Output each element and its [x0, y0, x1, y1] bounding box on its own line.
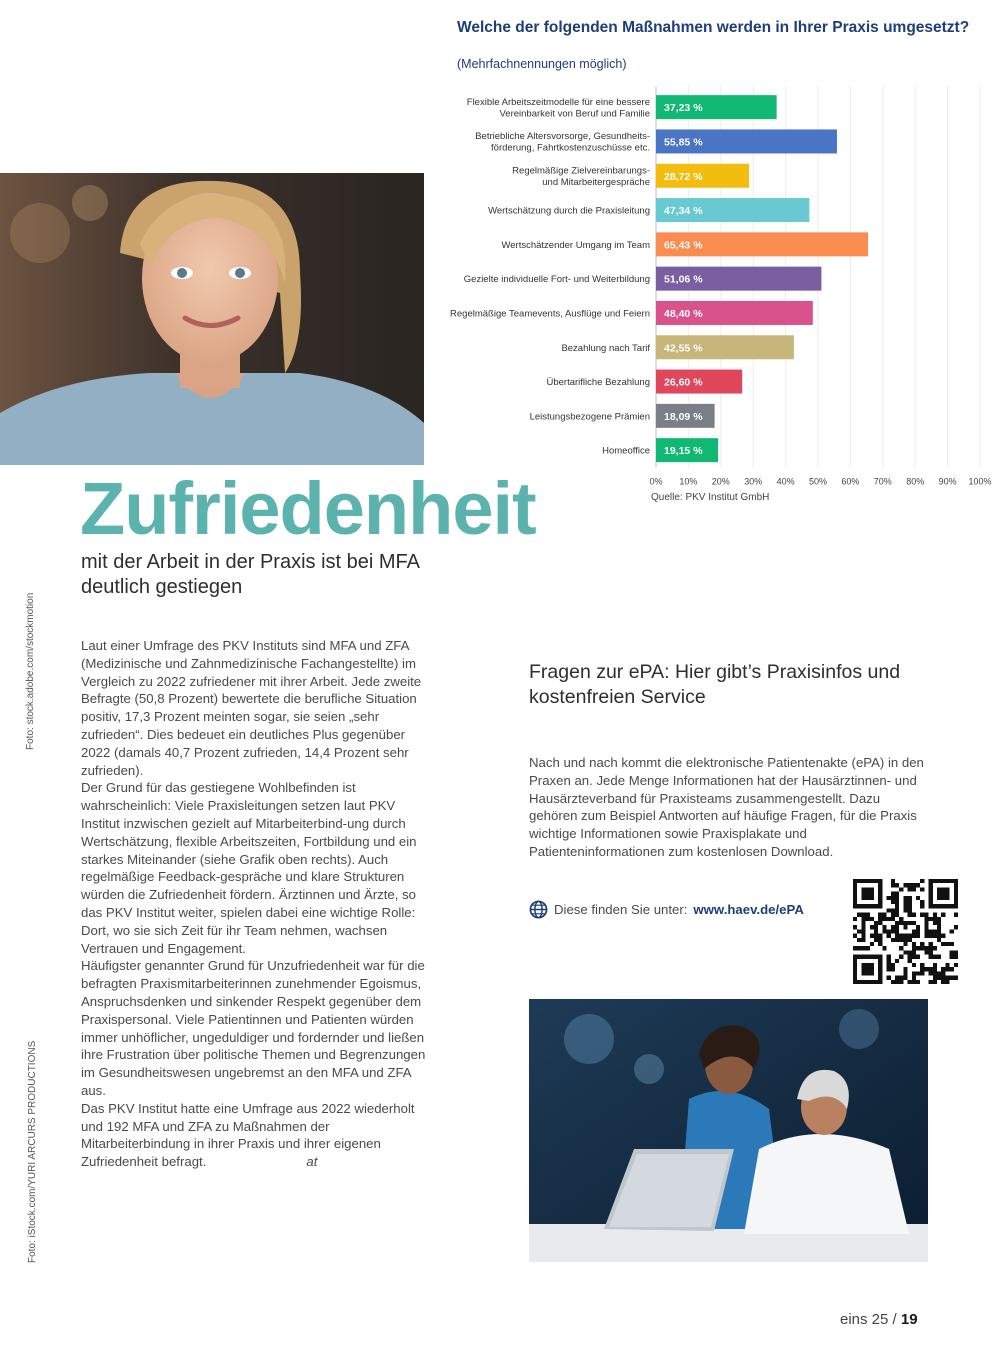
headline: Zufriedenheit — [80, 467, 536, 550]
category-label-line: Wertschätzender Umgang im Team — [501, 239, 650, 251]
x-tick-label: 20% — [711, 476, 730, 487]
photo-medical-team — [529, 999, 928, 1262]
x-tick-label: 0% — [649, 476, 663, 487]
bar-value-label: 47,34 % — [664, 205, 703, 218]
x-tick-label: 50% — [808, 476, 828, 487]
photo-credit-stockmotion: Foto: stock.adobe.com/stockmotion — [25, 592, 36, 750]
category-label-line: Gezielte individuelle Fort- und Weiterbildung — [463, 274, 650, 286]
epa-link[interactable]: www.haev.de/ePA — [693, 902, 804, 917]
chart-source: Quelle: PKV Institut GmbH — [651, 492, 770, 503]
page-footer — [840, 1311, 918, 1328]
x-tick-label: 70% — [873, 476, 892, 487]
photo-smiling-woman — [0, 173, 424, 465]
epa-link-row — [529, 900, 804, 919]
x-tick-label: 10% — [679, 476, 698, 487]
category-label — [561, 343, 650, 354]
photo-credit-yuri-arcurs: Foto: iStock.com/YURI ARCURS PRODUCTIONS — [27, 1040, 38, 1263]
bar-value-label: 26,60 % — [664, 376, 703, 389]
chart-subtitle: (Mehrfachnennungen möglich) — [457, 57, 627, 71]
category-label — [467, 97, 650, 120]
issue-label: eins 25 / — [840, 1311, 897, 1328]
bar-value-label: 65,43 % — [664, 239, 703, 252]
category-label-line: förderung, Fahrtkostenzuschüsse etc. — [491, 142, 650, 154]
epa-heading: Fragen zur ePA: Hier gibt’s Praxisinfos und kostenfreien Service — [529, 661, 901, 708]
category-label — [475, 131, 650, 154]
category-label-line: Flexible Arbeitszeitmodelle für eine bessere — [466, 96, 650, 108]
chart-title: Welche der folgenden Maßnahmen werden in Ihrer Praxis umgesetzt? — [457, 19, 970, 36]
article-paragraph: Der Grund für das gestiegene Wohlbefinden ist wahrscheinlich: Viele Praxisleitungen setzen laut PKV Institut inzwischen gezielt auf Mitarbeiterbind-ung durch Wertschätzung, flexible Arbeitszeiten, Fortbildung und ein starkes Miteinander (siehe Grafik oben rechts). Auch regelmäßige Feedback-gespräche und klare Strukturen würden die Zufriedenheit fördern. Ärztinnen und Ärzte, so das PKV Institut weiter, spielen dabei eine wichtige Rolle: Dort, wo sie sich Zeit für ihr Team nehmen, wachsen Vertrauen und Engagement. — [81, 780, 417, 956]
category-label-line: Regelmäßige Teamevents, Ausflüge und Feiern — [450, 308, 650, 320]
page-number: 19 — [900, 1311, 918, 1328]
author-signature: at — [306, 1154, 318, 1170]
category-label-line: Regelmäßige Zielvereinbarungs- — [512, 165, 650, 177]
bar-value-label: 37,23 % — [664, 102, 703, 115]
category-label — [464, 274, 650, 285]
article-paragraph — [81, 1100, 426, 1171]
category-label — [512, 166, 650, 189]
x-tick-label: 40% — [776, 476, 795, 487]
bar-value-label: 55,85 % — [664, 136, 703, 149]
category-label-line: und Mitarbeitergespräche — [542, 177, 650, 188]
category-label-line: Wertschätzung durch die Praxisleitung — [488, 205, 650, 217]
category-label — [488, 206, 650, 217]
bar-chart — [430, 80, 1000, 490]
globe-icon — [529, 900, 548, 919]
subheadline: mit der Arbeit in der Praxis ist bei MFA deutlich gestiegen — [81, 551, 419, 598]
category-label — [530, 411, 650, 422]
category-label-line: Homeoffice — [602, 445, 650, 457]
category-label-line: Leistungsbezogene Prämien — [529, 411, 650, 423]
category-label — [546, 377, 650, 388]
epa-link-prefix: Diese finden Sie unter: — [554, 902, 688, 917]
x-tick-label: 90% — [938, 476, 957, 487]
bar-value-label: 28,72 % — [664, 170, 703, 183]
qr-code[interactable] — [853, 879, 958, 984]
x-tick-label: 30% — [744, 476, 763, 487]
article-paragraph-text: Das PKV Institut hatte eine Umfrage aus 2022 wiederholt und 192 MFA und ZFA zu Maßnahmen der Mitarbeiterbindung in ihrer Praxis und ihrer eigenen Zufriedenheit befragt. — [81, 1100, 415, 1170]
article-paragraph: Laut einer Umfrage des PKV Instituts sind MFA und ZFA (Medizinische und Zahnmedizinische Fachangestellte) im Vergleich zu 2022 zufriedener mit ihrer Arbeit. Jede zweite Befragte (50,8 Prozent) bewertete die berufliche Situation positiv, 17,3 Prozent meinten sogar, sie seien „sehr zufrieden“. Dies bedeuet ein deutliches Plus gegenüber 2022 (damals 40,7 Prozent zufrieden, 14,4 Prozent sehr zufrieden). — [81, 638, 422, 778]
category-label-line: Betriebliche Altersvorsorge, Gesundheits- — [475, 131, 650, 143]
category-label — [602, 446, 650, 457]
epa-text: Nach und nach kommt die elektronische Patientenakte (ePA) in den Praxen an. Jede Menge Informationen hat der Hausärztinnen- und Hausärzteverband für Praxisteams zusammengestellt. Dazu gehören zum Beispiel Antworten auf häufige Fragen, für die Praxis wichtige Informationen sowie Praxisplakate und Patienteninformationen zum kostenlosen Download. — [529, 755, 924, 859]
category-label-line: Bezahlung nach Tarif — [561, 342, 650, 354]
article-body — [81, 637, 426, 1171]
category-label-line: Übertarifliche Bezahlung — [546, 377, 650, 389]
bar-value-label: 19,15 % — [664, 445, 703, 458]
x-tick-label: 60% — [841, 476, 860, 487]
article-paragraph: Häufigster genannter Grund für Unzufriedenheit war für die befragten Praxismitarbeiterinnen zunehmender Egoismus, Anspruchsdenken und sinkender Respekt gegenüber dem Praxispersonal. Viele Patientinnen und Patienten würden immer unhöflicher, ungeduldiger und fordernder und ließen ihre Frustration über politische Themen und Begrenzungen im Gesundheitswesen ungebremst an den MFA und ZFA aus. — [81, 958, 426, 1098]
category-label — [450, 308, 650, 319]
category-label-line: Vereinbarkeit von Beruf und Familie — [499, 108, 650, 120]
x-tick-label: 80% — [906, 476, 925, 487]
x-tick-label: 100% — [968, 476, 992, 487]
bar-value-label: 51,06 % — [664, 273, 703, 286]
category-label — [501, 240, 650, 251]
bar-value-label: 18,09 % — [664, 410, 703, 423]
bar-value-label: 42,55 % — [664, 342, 703, 355]
bar-value-label: 48,40 % — [664, 307, 703, 320]
